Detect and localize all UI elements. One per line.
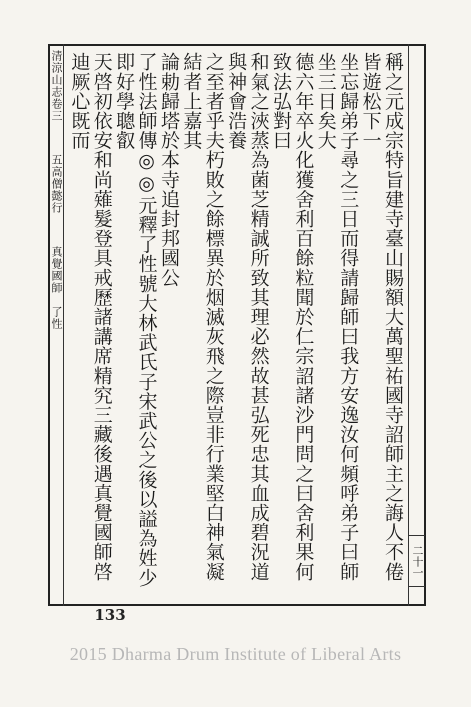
text-column: 了性法師傳◎◎元釋了性號大林武氏子宋武公之後以謚為姓少即好學聰叡 xyxy=(113,52,158,588)
text-column: 之至者乎夫朽敗之餘標異於烟滅灰飛之際豈非行業堅白神氣凝結者上嘉其 xyxy=(180,52,225,582)
running-head-book: 清涼山志卷三 xyxy=(50,50,63,122)
margin-rule-right xyxy=(408,44,409,606)
running-head-subject: 真覺國師 了性 xyxy=(50,246,63,330)
printed-page-number: 133 xyxy=(94,606,126,624)
body-text xyxy=(68,52,404,600)
text-column: 天啓初依安和尚薙髮登具戒歷諸講席精究三藏後遇真覺國師啓迪厥心既而 xyxy=(68,52,113,582)
running-head-section: 五高僧懿行 xyxy=(50,154,63,214)
text-column: 和氣之浹蒸為菌芝精誠所致其理必然故甚弘死忠其血成碧況道與神會浩養 xyxy=(225,52,270,582)
folio-number: 二十一 xyxy=(409,535,425,587)
text-column: 德六年卒火化獲舍利百餘粒聞於仁宗詔諸沙門問之曰舍利果何致法弘對曰 xyxy=(269,52,315,582)
running-head xyxy=(48,50,64,600)
text-column: 稱之元成宗特旨建寺臺山賜額大萬聖祐國寺詔師主之誨人不倦皆遊松下一 xyxy=(359,52,404,582)
text-column: 論勅歸塔於本寺追封邦國公 xyxy=(157,52,180,288)
text-column: 坐忘歸弟子尋之三日而得請歸師曰我方安逸汝何頻呼弟子曰師坐三日矣大 xyxy=(314,52,360,582)
watermark-text: 2015 Dharma Drum Institute of Liberal Arts xyxy=(69,644,402,664)
